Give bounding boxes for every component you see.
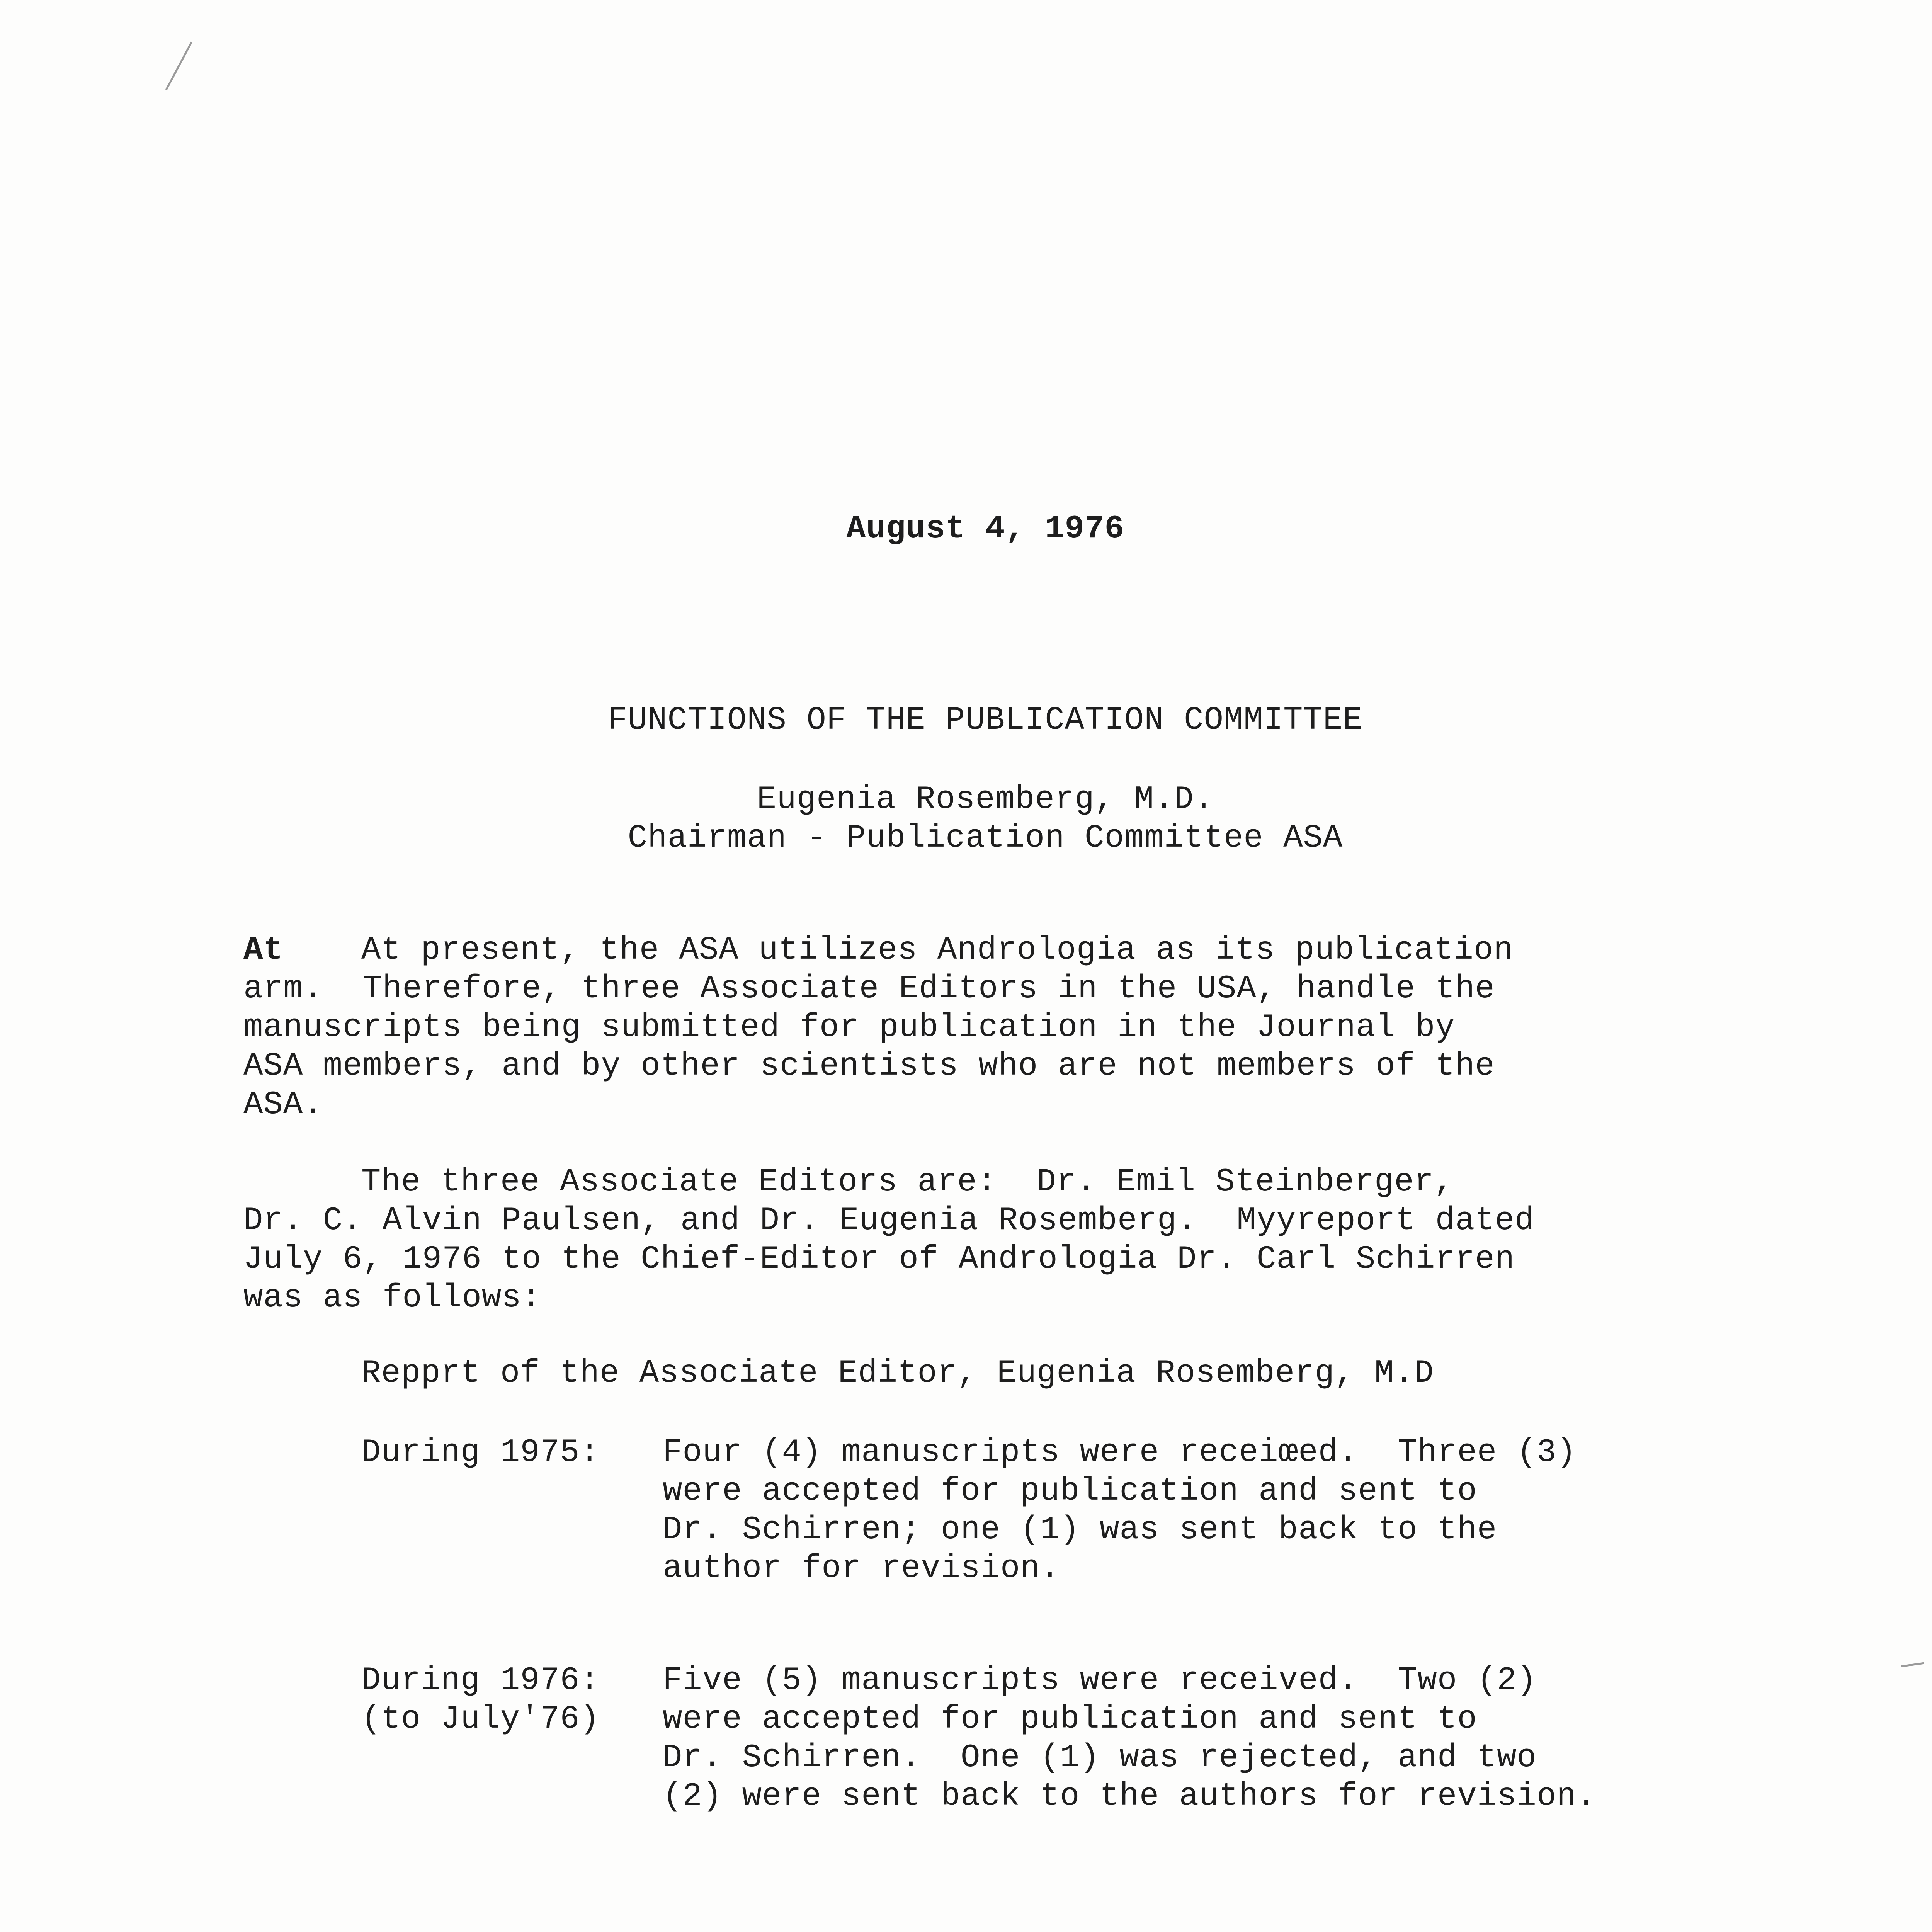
entry-label: (to July'76) <box>361 1701 600 1738</box>
paragraph-lead: At <box>243 932 283 969</box>
scan-mark <box>165 42 192 90</box>
paragraph2-line: The three Associate Editors are: Dr. Emil Steinberger, <box>361 1164 1454 1201</box>
entry-label: During 1975: <box>361 1434 600 1471</box>
paragraph2-line: was as follows: <box>243 1280 542 1316</box>
entry-text-line: Dr. Schirren; one (1) was sent back to the <box>663 1512 1497 1548</box>
entry-text-line: were accepted for publication and sent to <box>663 1473 1477 1510</box>
report-heading: Repprt of the Associate Editor, Eugenia Rosemberg, M.D <box>361 1355 1434 1392</box>
entry-text-line: author for revision. <box>663 1550 1060 1587</box>
scan-mark <box>1901 1662 1924 1667</box>
paragraph2-line: Dr. C. Alvin Paulsen, and Dr. Eugenia Rosemberg. Myyreport dated <box>243 1202 1535 1239</box>
entry-label: During 1976: <box>361 1662 600 1699</box>
document-date: August 4, 1976 <box>846 511 1124 548</box>
paragraph2-line: July 6, 1976 to the Chief-Editor of Andrologia Dr. Carl Schirren <box>243 1241 1515 1278</box>
entry-text-line: Four (4) manuscripts were receiœed. Three (3) <box>663 1434 1577 1471</box>
document-title: FUNCTIONS OF THE PUBLICATION COMMITTEE <box>608 702 1363 739</box>
author-role: Chairman - Publication Committee ASA <box>628 820 1343 857</box>
author-name: Eugenia Rosemberg, M.D. <box>757 781 1214 818</box>
entry-text-line: Five (5) manuscripts were received. Two (2) <box>663 1662 1537 1699</box>
entry-text-line: were accepted for publication and sent to <box>663 1701 1477 1738</box>
paragraph1-line: At present, the ASA utilizes Andrologia as its publication <box>361 932 1514 969</box>
paragraph1-line: manuscripts being submitted for publication in the Journal by <box>243 1009 1455 1046</box>
paragraph1-line: ASA members, and by other scientists who are not members of the <box>243 1048 1495 1085</box>
paragraph1-line: arm. Therefore, three Associate Editors in the USA, handle the <box>243 971 1495 1007</box>
entry-text-line: Dr. Schirren. One (1) was rejected, and two <box>663 1740 1537 1776</box>
entry-text-line: (2) were sent back to the authors for revision. <box>663 1778 1597 1815</box>
paragraph1-line: ASA. <box>243 1087 323 1123</box>
